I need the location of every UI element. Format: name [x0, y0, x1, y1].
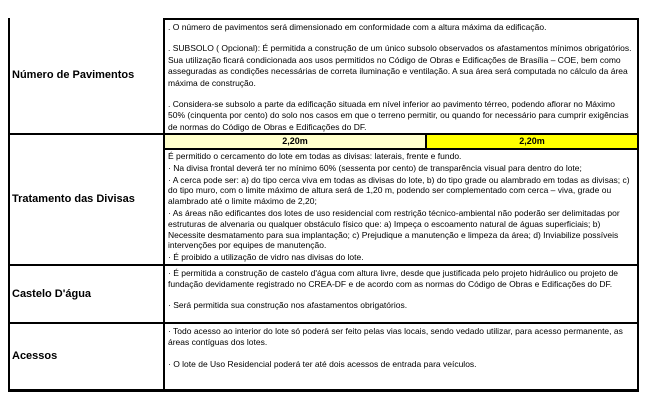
row-label-text: Acessos: [12, 350, 58, 362]
content-paragraph: · Será permitida sua construção nos afastamentos obrigatórios.: [168, 299, 408, 310]
measure-cell-right-highlighted: 2,20m: [427, 135, 637, 148]
content-paragraph: · As áreas não edificantes dos lotes de uso residencial com restrição técnico-ambiental não poderão ser delimitadas por estruturas de alvenaria ou qualquer obstáculo físico que: a) Impeça o escoamento natural de águas superficiais; b) Necessite desmatamento para sua implantação; c) Prejudique a manutenção e limpeza da área; d) Inviabilize possíveis intervenções por equipes de manutenção.: [168, 207, 620, 251]
row-label-text: Número de Pavimentos: [12, 69, 135, 81]
row-label-tratamento-das-divisas: [10, 135, 165, 264]
content-paragraph: . SUBSOLO ( Opcional): É permitida a construção de um único subsolo observados os afastamentos mínimos obrigatórios. Sua utilização ficará condicionada aos usos permitidos no Código de Obras e Edificações de Brasília – COE, bem como asseguradas as condições necessárias de correta iluminação e ventilação. A sua área será computada no cálculo da área máxima de construção.: [168, 43, 632, 88]
row-label-text: Tratamento das Divisas: [12, 193, 135, 205]
row-content-wrapper: [165, 135, 637, 264]
content-paragraph: . O número de pavimentos será dimensionado em conformidade com a altura máxima da edificação.: [168, 22, 547, 32]
content-paragraph: . Considera-se subsolo a parte da edificação situada em nível inferior ao pavimento térreo, podendo aflorar no Máximo 50% (cinquenta por cento) do solo nos casos em que o terreno permitir, ou quando for necessário para cumprir exigências de normas do Código de Obras e Edificações do DF.: [168, 99, 629, 132]
row-content-numero-de-pavimentos: [165, 18, 637, 133]
table-row-tratamento-das-divisas: [10, 135, 637, 266]
row-label-numero-de-pavimentos: [10, 18, 165, 133]
content-paragraph: · A cerca pode ser: a) do tipo cerca viva em todas as divisas do lote, b) do tipo grade ou alambrado em todas as divisas; c) do tipo muro, com o limite máximo de altura será de 1,20 m, podendo ser complementado com cerca – viva, grade ou alambrado até o limite máximo de 2,20;: [168, 174, 630, 207]
row-label-castelo-dagua: [10, 266, 165, 322]
row-content-tratamento-das-divisas: [165, 150, 637, 264]
measure-cell-left: 2,20m: [165, 135, 427, 148]
content-paragraph: É permitido o cercamento do lote em todas as divisas: laterais, frente e fundo.: [168, 151, 462, 161]
row-content-castelo-dagua: [165, 266, 637, 322]
content-paragraph: · É proibido a utilização de vidro nas divisas do lote.: [168, 252, 364, 263]
table-row-castelo-dagua: [10, 266, 637, 324]
urban-parameters-table: [8, 18, 639, 392]
content-paragraph: · É permitida a construção de castelo d'água com altura livre, desde que justificada pelo projeto hidráulico ou projeto de fundação devidamente registrado no CREA-DF e de acordo com as normas do Código de Obras e Edificações do DF.: [168, 268, 619, 290]
content-paragraph: · O lote de Uso Residencial poderá ter até dois acessos de entrada para veículos.: [168, 358, 477, 369]
row-content-acessos: [165, 324, 637, 389]
row-label-acessos: [10, 324, 165, 389]
measure-strip: [165, 135, 637, 150]
table-row-acessos: [10, 324, 637, 389]
content-paragraph: · Todo acesso ao interior do lote só poderá ser feito pelas vias locais, sendo vedado utilizar, para acesso permanente, as áreas contíguas dos lotes.: [168, 326, 623, 348]
table-row-numero-de-pavimentos: [10, 18, 637, 135]
row-label-text: Castelo D'água: [12, 287, 92, 300]
content-paragraph: · Na divisa frontal deverá ter no mínimo 60% (sessenta por cento) de transparência visual para dentro do lote;: [168, 162, 582, 173]
